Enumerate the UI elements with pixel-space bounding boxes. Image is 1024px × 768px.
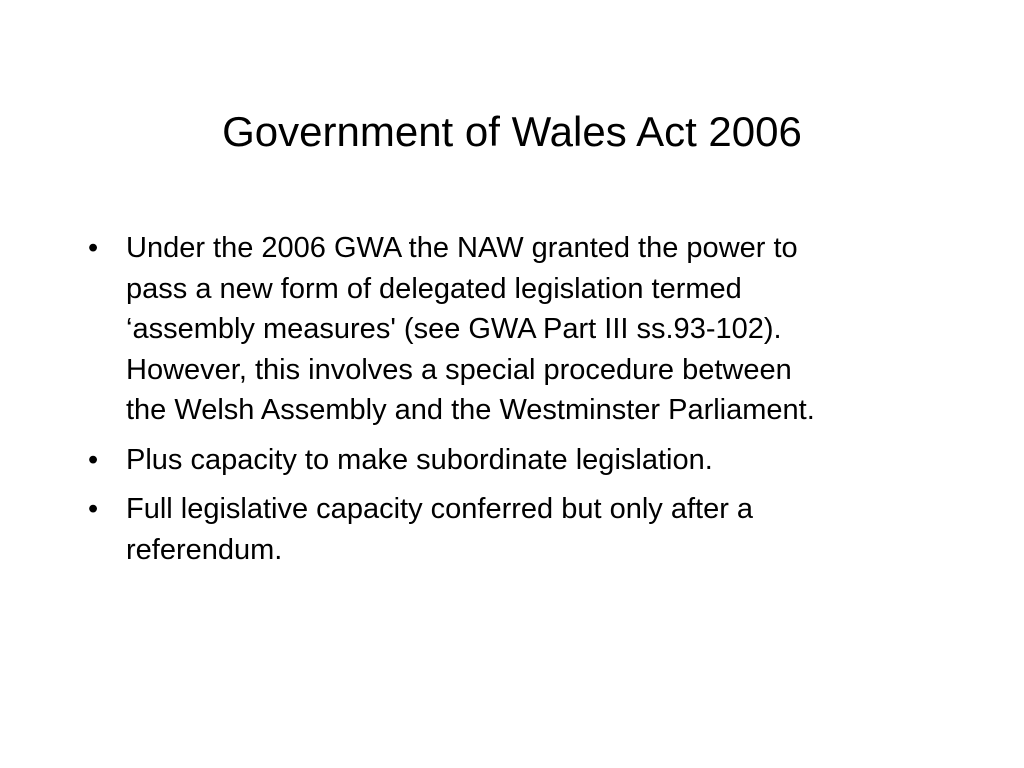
- bullet-line: pass a new form of delegated legislation termed: [126, 272, 742, 305]
- slide-title: Government of Wales Act 2006: [222, 108, 802, 155]
- bullet-marker: •: [88, 443, 99, 476]
- bullet-item-1: [86, 228, 966, 431]
- bullet-marker: •: [88, 232, 99, 264]
- bullet-line: the Welsh Assembly and the Westminster Parliament.: [126, 394, 815, 426]
- bullet-line: Full legislative capacity conferred but only after a: [126, 493, 754, 525]
- bullet-line: Plus capacity to make subordinate legislation.: [126, 443, 713, 476]
- bullet-line: ‘assembly measures' (see GWA Part III ss.93-102).: [126, 313, 782, 345]
- bullet-line: However, this involves a special procedure between: [126, 353, 792, 386]
- bullet-list: [86, 228, 966, 579]
- bullet-line: Under the 2006 GWA the NAW granted the power to: [126, 232, 798, 264]
- bullet-item-2: [86, 440, 966, 481]
- bullet-marker: •: [88, 493, 99, 525]
- bullet-line: referendum.: [126, 533, 283, 566]
- bullet-item-3: [86, 489, 966, 570]
